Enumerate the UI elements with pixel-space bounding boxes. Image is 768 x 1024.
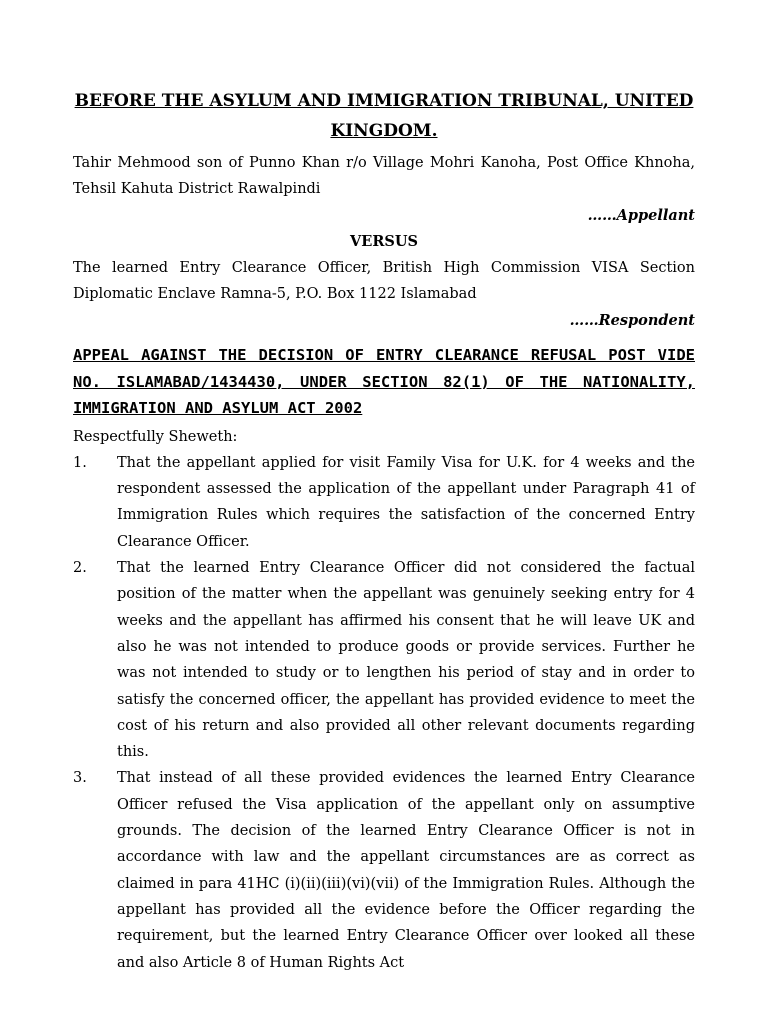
paragraph-text: That the appellant applied for visit Family Visa for U.K. for 4 weeks and the respondent assessed the application of the appellant under Paragraph 41 of Immigration Rules which requires the satisfaction of the concerned Entry Clearance Officer. <box>117 454 695 550</box>
respondent-label: ……Respondent <box>569 311 695 329</box>
paragraph-number: 1. <box>73 454 87 471</box>
appeal-subject: APPEAL AGAINST THE DECISION OF ENTRY CLEARANCE REFUSAL POST VIDE NO. ISLAMABAD/1434430, UNDER SECTION 82(1) OF THE NATIONALITY, IMMIGRATION AND ASYLUM ACT 2002 <box>73 346 695 418</box>
paragraph-number: 2. <box>73 560 87 577</box>
versus-heading: VERSUS <box>350 232 418 250</box>
respondent-details: The learned Entry Clearance Officer, British High Commission VISA Section Diplomatic Enclave Ramna-5, P.O. Box 1122 Islamabad <box>73 260 695 303</box>
paragraph-text: That instead of all these provided evidences the learned Entry Clearance Officer refused the Visa application of the appellant only on assumptive grounds. The decision of the learned Entry Clearance Officer is not in accordance with law and the appellant circumstances are as correct as claimed in para 41HC (i)(ii)(iii)(vi)(vii) of the Immigration Rules. Although the appellant has provided all the evidence before the Officer regarding the requirement, but the learned Entry Clearance Officer over looked all these and also Article 8 of Human Rights Act <box>117 770 695 971</box>
paragraph-number: 3. <box>73 770 87 787</box>
document-page <box>73 86 695 976</box>
document-title: BEFORE THE ASYLUM AND IMMIGRATION TRIBUNAL, UNITED KINGDOM. <box>74 91 694 141</box>
salutation: Respectfully Sheweth: <box>73 428 238 445</box>
paragraph-2 <box>73 555 695 765</box>
paragraph-1 <box>73 450 695 555</box>
paragraph-3 <box>73 765 695 975</box>
paragraph-text: That the learned Entry Clearance Officer did not considered the factual position of the matter when the appellant was genuinely seeking entry for 4 weeks and the appellant has affirmed his consent that he will leave UK and also he was not intended to produce goods or provide services. Further he was not intended to study or to lengthen his period of stay and in order to satisfy the concerned officer, the appellant has provided evidence to meet the cost of his return and also provided all other relevant documents regarding this. <box>117 560 695 761</box>
appellant-label: ……Appellant <box>587 206 695 224</box>
appellant-details: Tahir Mehmood son of Punno Khan r/o Village Mohri Kanoha, Post Office Khnoha, Tehsil Kahuta District Rawalpindi <box>73 155 695 198</box>
